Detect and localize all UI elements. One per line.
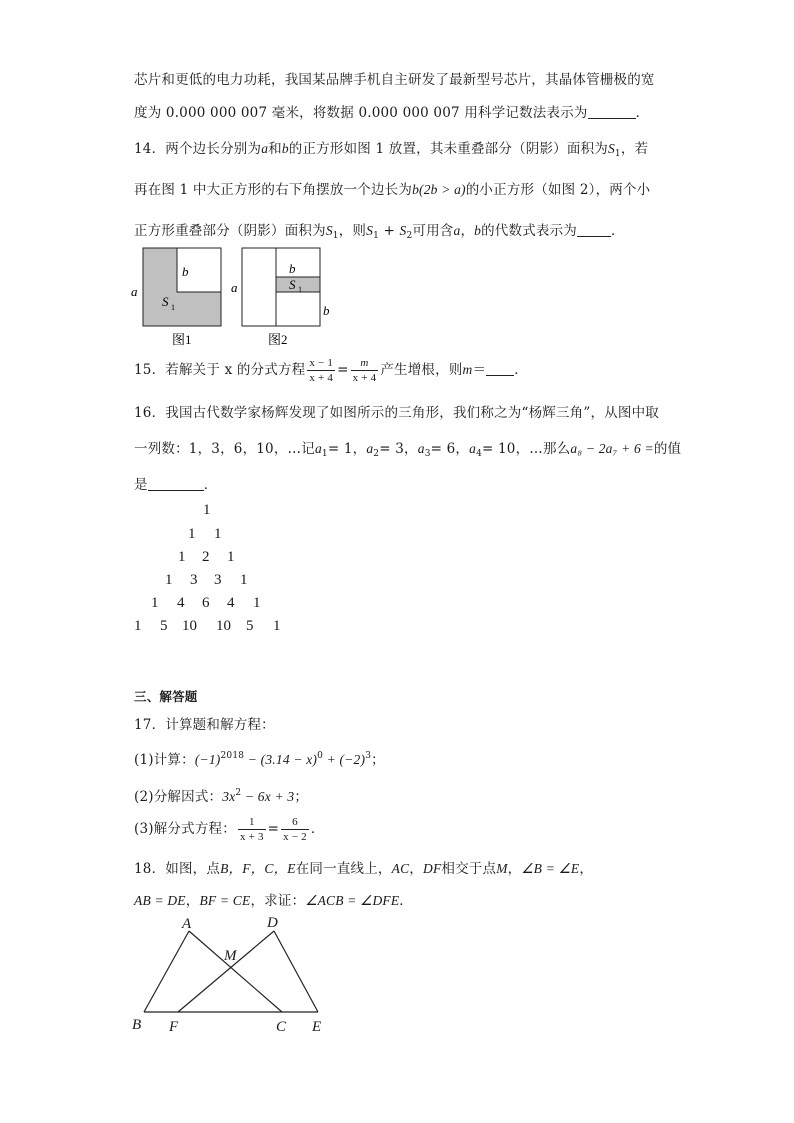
q15-line: 15．若解关于 x 的分式方程 $\frac{x - 1}{x + 4}$ = $\frac{m}{x + 4}$ 产生增根，则m＝ ． [134,357,528,384]
fig1-label-b: b [182,264,189,279]
answer-blank [588,106,636,119]
triangle-entry: 5 [160,618,168,634]
triangle-entry: 4 [177,595,185,611]
triangle-entry: 2 [202,549,210,565]
point-f-label: F [169,1019,179,1035]
q17-part3: (3)解分式方程： $\frac{1}{x + 3}$ = $\frac{6}{x - 2}$ ． [134,816,325,843]
triangle-entry: 3 [214,572,222,588]
triangle-entry: 3 [190,572,198,588]
point-e-label: E [312,1019,322,1035]
point-d-label: D [267,915,278,931]
fig2-caption: 图2 [268,332,288,347]
figure-1 [131,248,221,347]
q16-line2: 一列数：1，3，6，10，…记$a_1= 1$，$a_2= 3$，$a_3= 6$，$a_4= 10$，…那么a₈ − 2a₇ + 6 =的值 [134,441,682,459]
triangle-entry: 1 [134,618,142,634]
q16-line1: 16．我国古代数学家杨辉发现了如图所示的三角形，我们称之为“杨辉三角”，从图中取 [134,405,659,421]
q18-line1: 18．如图，点B，F，C，E在同一直线上，AC，DF相交于点M，∠B = ∠E， [134,861,594,877]
q17-part1: (1)计算：$(-1)^{2018} - (3.14 - x)^0 + (-2)^3$； [134,751,385,768]
fig2-label-s-sub: 1 [298,285,302,294]
fig1-caption: 图1 [172,332,192,347]
fig1-label-s-sub: 1 [171,303,175,312]
triangle-entry: 6 [202,595,210,611]
triangle-entry: 1 [253,595,261,611]
triangle-entry: 5 [246,618,254,634]
triangle-entry: 10 [182,618,197,634]
figure-2 [231,248,330,347]
fig1-label-s: S [162,294,169,309]
fig2-label-a: a [231,280,238,295]
triangle-entry: 10 [216,618,231,634]
fraction-4: $\frac{6}{x - 2}$ [283,816,307,843]
triangle-entry: 1 [240,572,248,588]
answer-blank [577,224,611,237]
q18-line2: AB = DE，BF = CE，求证：∠ACB = ∠DFE． [134,893,413,909]
point-b-label: B [132,1017,142,1033]
segment-ac [189,931,282,1012]
triangle-entry: 1 [151,595,159,611]
q18-figure [126,910,336,1038]
point-a-label: A [182,916,192,932]
q16-line3: 是 ． [134,477,218,493]
point-c-label: C [276,1019,287,1035]
fraction-1: $\frac{x - 1}{x + 4}$ [309,357,334,384]
q13-line1: 芯片和更低的电力功耗，我国某品牌手机自主研发了最新型号芯片，其晶体管栅极的宽 [134,72,655,88]
segment-fd [178,931,274,1012]
fig1-label-a: a [131,284,138,299]
triangle-entry: 1 [227,549,235,565]
q17-title: 17．计算题和解方程： [134,717,275,733]
triangle-entry: 1 [273,618,281,634]
triangle-entry: 1 [188,526,196,542]
section-title: 三、解答题 [134,689,198,704]
triangle-entry: 1 [178,549,186,565]
fig2-label-b-top: b [289,261,296,276]
fraction-2: $\frac{m}{x + 4}$ [352,357,377,384]
q14-figures [128,240,338,352]
triangle-entry: 1 [214,526,222,542]
q17-part2: (2)分解因式：$3x^2 - 6x + 3$； [134,788,309,805]
triangle-entry: 1 [165,572,173,588]
answer-blank [486,363,514,376]
q14-line1: 14．两个边长分别为a和b的正方形如图 1 放置，其未重叠部分（阴影）面积为$S_1$，若 [134,141,649,159]
q14-line3: 正方形重叠部分（阴影）面积为$S_1$，则$S_1 + S_2$可用含a，b的代数式表示为 ． [134,223,625,241]
answer-blank [148,478,204,491]
point-m-label: M [224,948,237,964]
triangle-entry: 4 [227,595,235,611]
triangle-entry: 1 [203,502,211,518]
fraction-3: $\frac{1}{x + 3}$ [239,816,264,843]
segment-de [274,931,318,1012]
q13-line2: 度为 0.000 000 007 毫米，将数据 0.000 000 007 用科学记数法表示为 ． [134,105,650,121]
q14-line2: 再在图 1 中大正方形的右下角摆放一个边长为b(2b > a)的小正方形（如图 2），两个小 [134,182,651,198]
fig2-label-s: S [289,277,296,292]
segment-ab [144,931,189,1012]
fig2-label-b-right: b [323,303,330,318]
